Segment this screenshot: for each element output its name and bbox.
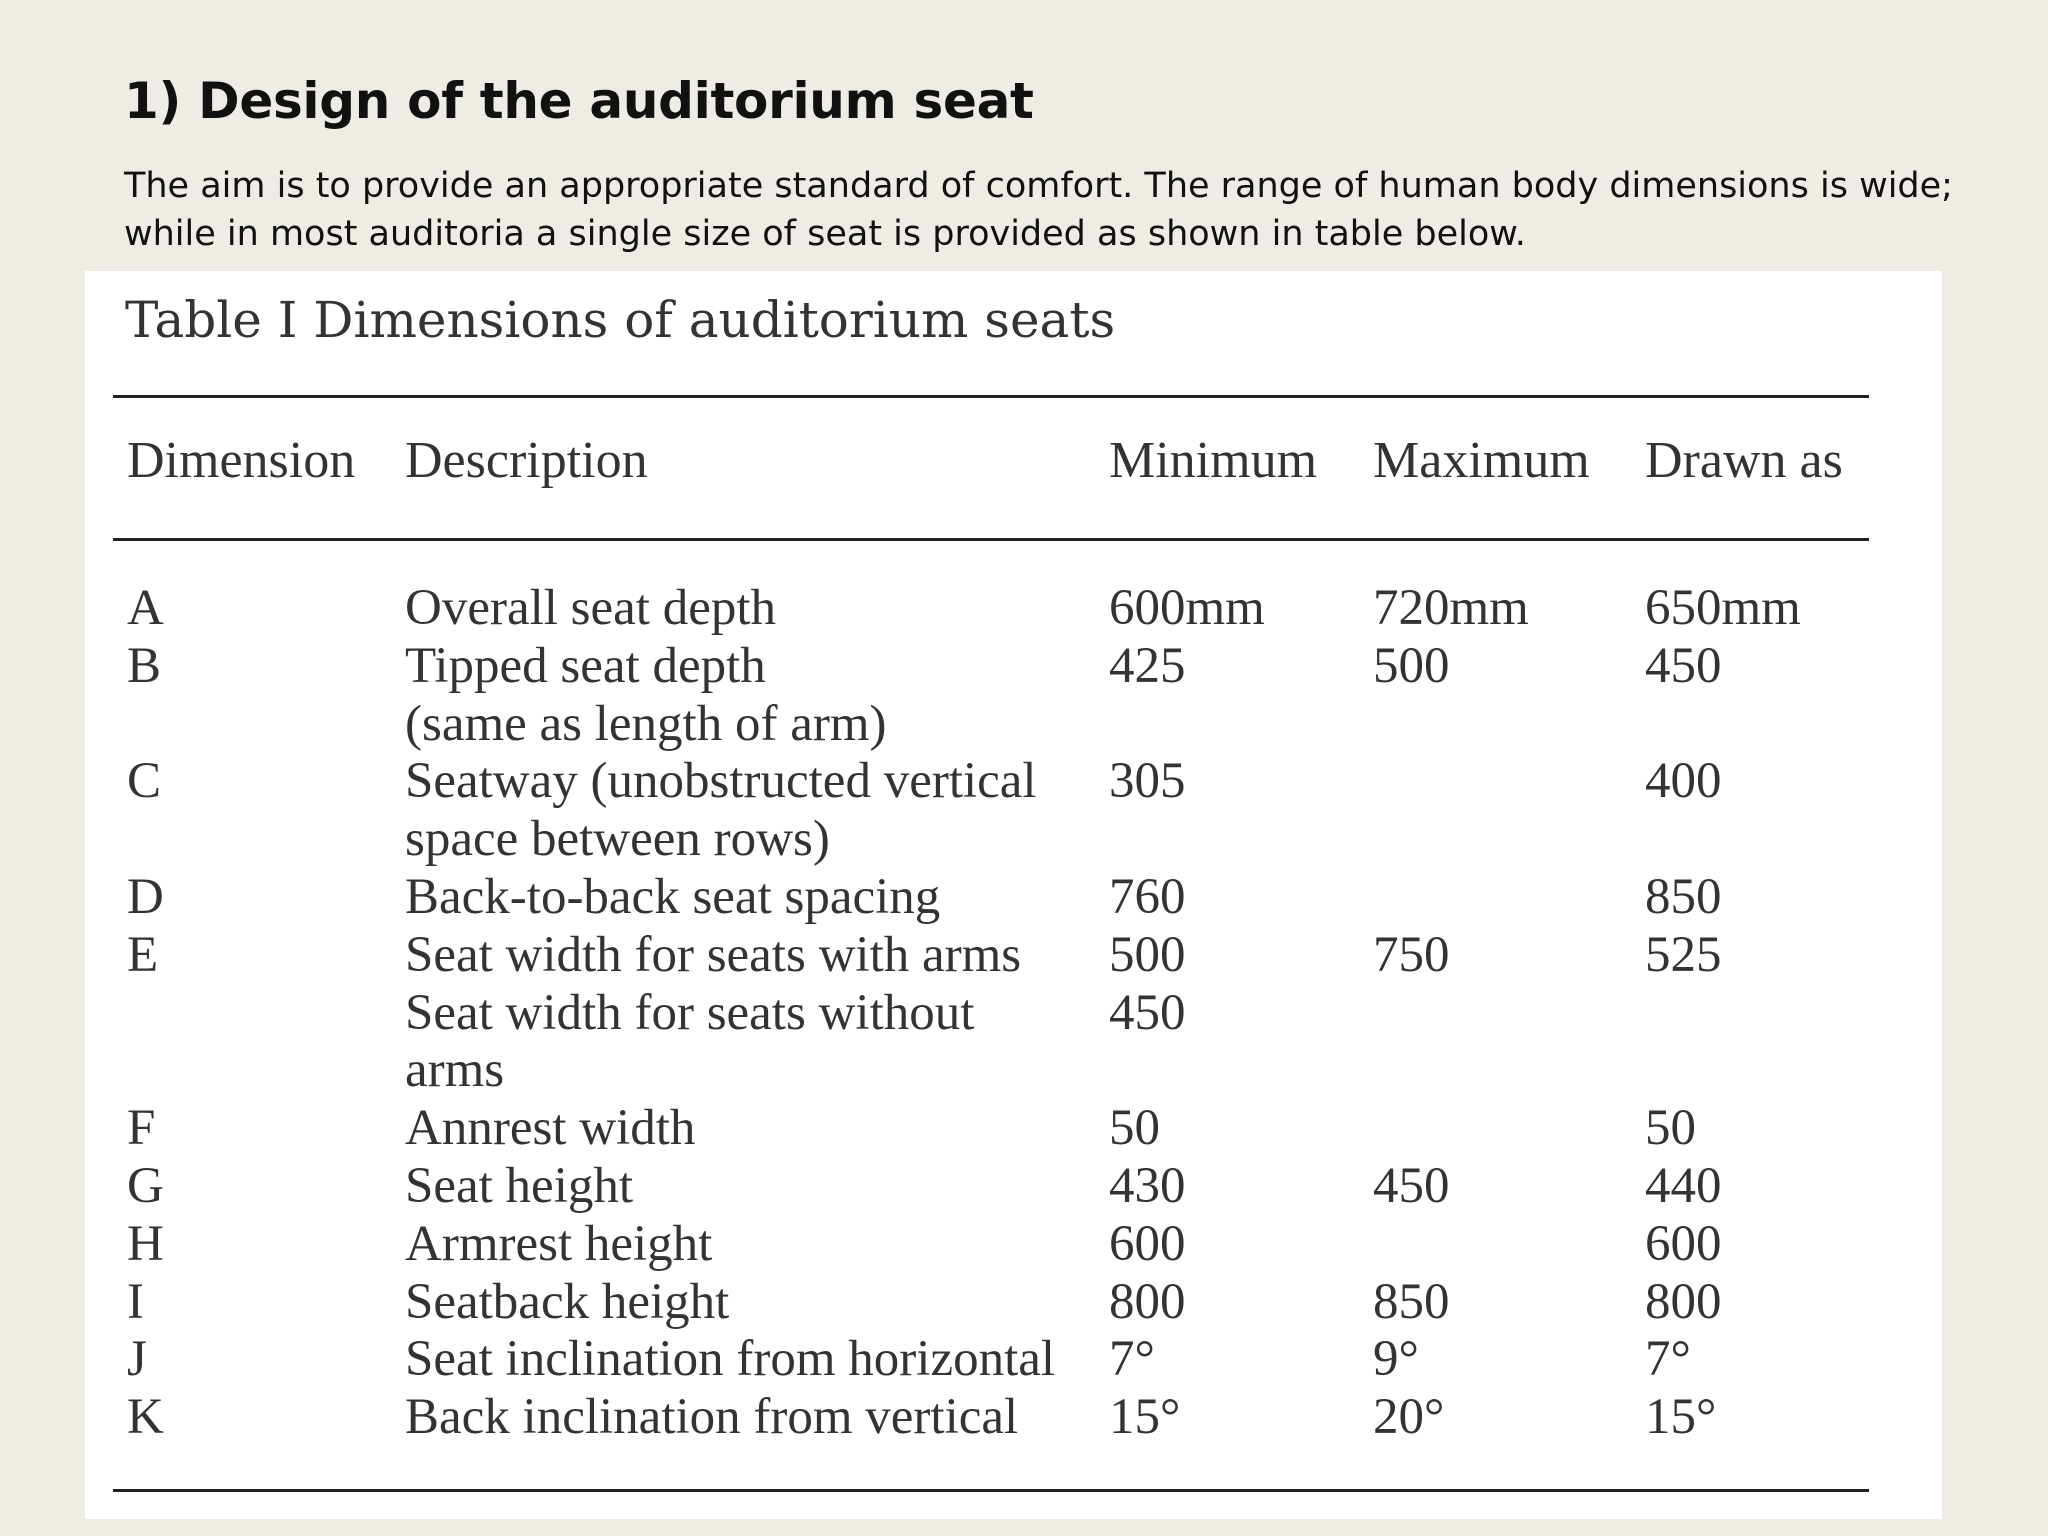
row-description: arms [405, 1042, 505, 1099]
row-drawn-as: 850 [1645, 869, 1722, 925]
row-dimension: K [127, 1389, 164, 1446]
row-drawn-as: 400 [1645, 753, 1722, 810]
row-dimension: J [127, 1331, 147, 1388]
row-description: Back inclination from vertical [405, 1389, 1019, 1446]
row-description: Back-to-back seat spacing [405, 869, 941, 925]
row-minimum: 305 [1109, 753, 1186, 810]
row-dimension: G [127, 1158, 164, 1214]
row-maximum: 450 [1373, 1158, 1450, 1214]
row-dimension: B [127, 637, 162, 694]
row-drawn-as: 650mm [1645, 580, 1801, 636]
row-description: Seatway (unobstructed vertical [405, 753, 1037, 810]
row-description: Annrest width [405, 1100, 696, 1157]
row-drawn-as: 7° [1645, 1331, 1691, 1388]
header-description: Description [405, 432, 648, 489]
row-dimension: H [127, 1215, 164, 1272]
table-top-rule [113, 395, 1869, 398]
row-minimum: 7° [1109, 1331, 1155, 1388]
header-minimum: Minimum [1109, 432, 1318, 489]
row-minimum: 50 [1109, 1100, 1160, 1157]
row-drawn-as: 800 [1645, 1273, 1722, 1330]
row-description: Armrest height [405, 1215, 713, 1272]
row-minimum: 425 [1109, 637, 1186, 694]
table-bottom-rule [113, 1489, 1869, 1492]
row-description: space between rows) [405, 811, 830, 868]
row-dimension: F [127, 1100, 156, 1157]
slide-body-text: The aim is to provide an appropriate standard of comfort. The range of human body dimensions is wide; while in most auditoria a single size of seat is provided as shown in table below. [124, 166, 1953, 254]
row-minimum: 450 [1109, 984, 1186, 1041]
row-drawn-as: 450 [1645, 637, 1722, 694]
row-drawn-as: 15° [1645, 1389, 1717, 1446]
row-minimum: 430 [1109, 1158, 1186, 1214]
row-dimension: I [127, 1273, 144, 1330]
table-header-rule [113, 538, 1869, 541]
row-minimum: 600mm [1109, 580, 1265, 636]
row-dimension: E [127, 926, 159, 983]
row-minimum: 600 [1109, 1215, 1186, 1272]
row-description: (same as length of arm) [405, 695, 887, 752]
row-drawn-as: 440 [1645, 1158, 1722, 1214]
row-description: Seat width for seats with arms [405, 926, 1022, 983]
row-dimension: D [127, 869, 164, 925]
header-maximum: Maximum [1373, 432, 1590, 489]
row-maximum: 9° [1373, 1331, 1419, 1388]
row-description: Seat height [405, 1158, 634, 1214]
slide-title: 1) Design of the auditorium seat [124, 72, 1034, 130]
row-maximum: 850 [1373, 1273, 1450, 1330]
row-maximum: 20° [1373, 1389, 1445, 1446]
row-minimum: 15° [1109, 1389, 1181, 1446]
row-drawn-as: 600 [1645, 1215, 1722, 1272]
row-maximum: 750 [1373, 926, 1450, 983]
row-dimension: A [127, 580, 164, 636]
row-drawn-as: 50 [1645, 1100, 1696, 1157]
table-caption: Table I Dimensions of auditorium seats [125, 291, 1116, 349]
row-minimum: 500 [1109, 926, 1186, 983]
row-description: Overall seat depth [405, 580, 777, 636]
row-maximum: 720mm [1373, 580, 1529, 636]
row-minimum: 800 [1109, 1273, 1186, 1330]
row-dimension: C [127, 753, 162, 810]
row-description: Seat width for seats without [405, 984, 975, 1041]
row-minimum: 760 [1109, 869, 1186, 925]
row-drawn-as: 525 [1645, 926, 1722, 983]
row-maximum: 500 [1373, 637, 1450, 694]
row-description: Seatback height [405, 1273, 730, 1330]
header-drawn-as: Drawn as [1645, 432, 1843, 489]
header-dimension: Dimension [127, 432, 356, 489]
row-description: Seat inclination from horizontal [405, 1331, 1056, 1388]
dimensions-table-image [85, 271, 1942, 1519]
row-description: Tipped seat depth [405, 637, 766, 694]
